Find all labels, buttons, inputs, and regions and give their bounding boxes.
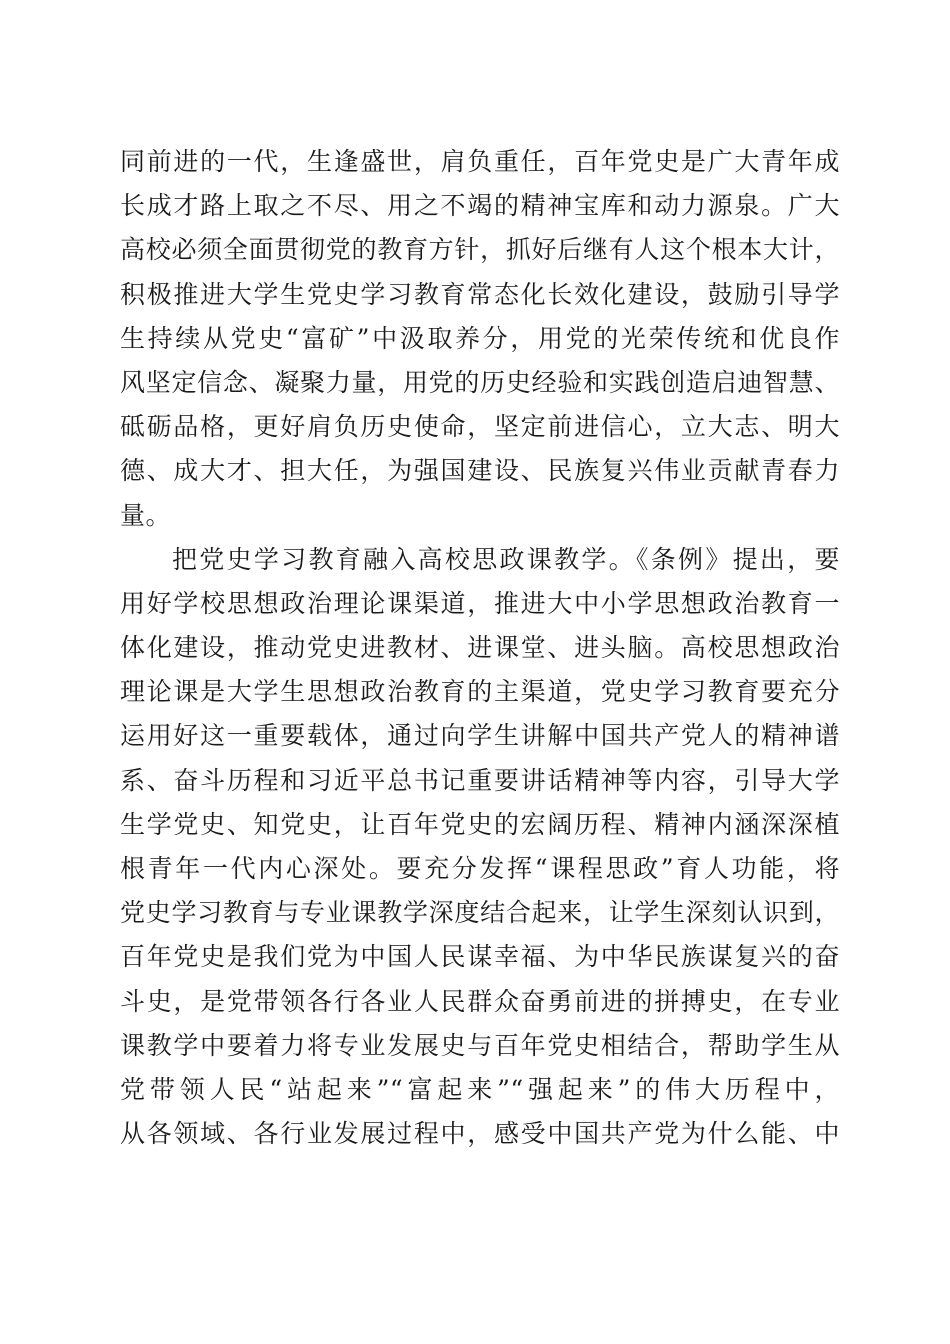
text-line: 高校必须全面贯彻党的教育方针，抓好后继有人这个根本大计， (120, 235, 840, 265)
text-line: 体化建设，推动党史进教材、进课堂、进头脑。高校思想政治 (120, 633, 840, 663)
text-line: 课教学中要着力将专业发展史与百年党史相结合，帮助学生从 (120, 1030, 840, 1060)
text-line: 生学党史、知党史，让百年党史的宏阔历程、精神内涵深深植 (120, 809, 840, 839)
text-line: 积极推进大学生党史学习教育常态化长效化建设，鼓励引导学 (120, 279, 840, 309)
paragraph-first-line: 把党史学习教育融入高校思政课教学。《条例》提出，要 (172, 544, 840, 574)
text-line: 系、奋斗历程和习近平总书记重要讲话精神等内容，引导大学 (120, 765, 840, 795)
text-line: 运用好这一重要载体，通过向学生讲解中国共产党人的精神谱 (120, 721, 840, 751)
text-line: 风坚定信念、凝聚力量，用党的历史经验和实践创造启迪智慧、 (120, 367, 840, 397)
text-line: 斗史，是党带领各行各业人民群众奋勇前进的拼搏史，在专业 (120, 986, 840, 1016)
text-line: 德、成大才、担大任，为强国建设、民族复兴伟业贡献青春力 (120, 456, 840, 486)
text-line: 用好学校思想政治理论课渠道，推进大中小学思想政治教育一 (120, 588, 840, 618)
text-line: 长成才路上取之不尽、用之不竭的精神宝库和动力源泉。广大 (120, 191, 840, 221)
text-line: 量。 (120, 500, 172, 530)
text-line: 百年党史是我们党为中国人民谋幸福、为中华民族谋复兴的奋 (120, 942, 840, 972)
text-line: 生持续从党史“富矿”中汲取养分，用党的光荣传统和优良作 (120, 323, 840, 353)
text-line: 同前进的一代，生逢盛世，肩负重任，百年党史是广大青年成 (120, 147, 840, 176)
text-line: 党史学习教育与专业课教学深度结合起来，让学生深刻认识到， (120, 898, 840, 928)
text-line: 根青年一代内心深处。要充分发挥“课程思政”育人功能，将 (120, 854, 840, 883)
text-line: 砥砺品格，更好肩负历史使命，坚定前进信心，立大志、明大 (120, 412, 840, 442)
text-line: 党带领人民“站起来”“富起来”“强起来”的伟大历程中， (120, 1074, 840, 1104)
text-line: 理论课是大学生思想政治教育的主渠道，党史学习教育要充分 (120, 677, 840, 707)
body-text (120, 140, 840, 1156)
text-line: 从各领域、各行业发展过程中，感受中国共产党为什么能、中 (120, 1119, 840, 1149)
